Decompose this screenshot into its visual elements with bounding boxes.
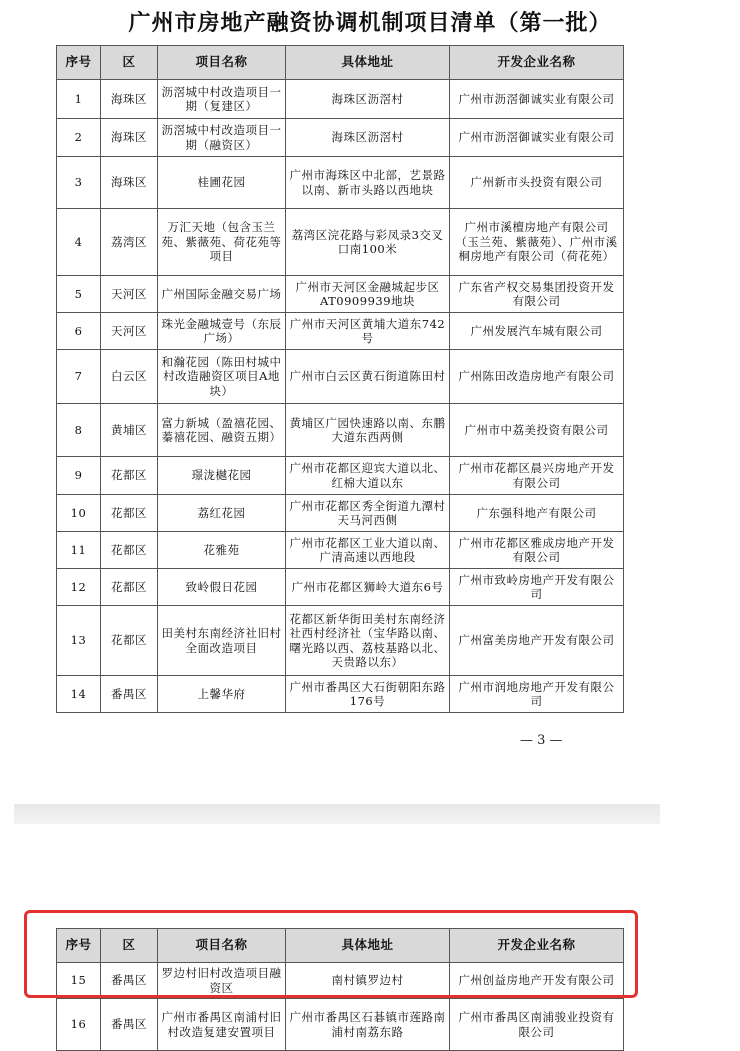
cell-developer: 广州新市头投资有限公司 (450, 157, 624, 209)
cell-project: 广州国际金融交易广场 (158, 276, 286, 313)
header-district: 区 (101, 929, 158, 963)
cell-developer: 广州市致岭房地产开发有限公司 (450, 569, 624, 606)
cell-developer: 广东省产权交易集团投资开发有限公司 (450, 276, 624, 313)
cell-district: 番禺区 (101, 963, 158, 999)
table-row (57, 606, 624, 676)
table-row (57, 999, 624, 1051)
cell-developer: 广州市润地房地产开发有限公司 (450, 676, 624, 713)
cell-developer: 广东强科地产有限公司 (450, 495, 624, 532)
cell-developer: 广州陈田改造房地产有限公司 (450, 350, 624, 404)
header-developer: 开发企业名称 (450, 929, 624, 963)
page-divider (14, 804, 660, 824)
cell-address: 荔湾区浣花路与彩凤录3交叉口南100米 (286, 209, 450, 276)
table-row (57, 495, 624, 532)
header-seq: 序号 (57, 929, 101, 963)
cell-address: 广州市花都区迎宾大道以北、红棉大道以东 (286, 457, 450, 495)
cell-project: 广州市番禺区南浦村旧村改造复建安置项目 (158, 999, 286, 1051)
cell-developer: 广州市溪檀房地产有限公司（玉兰苑、紫薇苑）、广州市溪桐房地产有限公司（荷花苑） (450, 209, 624, 276)
cell-district: 海珠区 (101, 157, 158, 209)
cell-project: 沥滘城中村改造项目一期（复建区） (158, 80, 286, 119)
cell-district: 花都区 (101, 569, 158, 606)
cell-seq: 11 (57, 532, 101, 569)
cell-seq: 10 (57, 495, 101, 532)
highlight-box (24, 910, 638, 998)
cell-seq: 12 (57, 569, 101, 606)
cell-seq: 8 (57, 404, 101, 457)
cell-developer: 广州创益房地产开发有限公司 (450, 963, 624, 999)
cell-district: 白云区 (101, 350, 158, 404)
table-row (57, 350, 624, 404)
cell-project: 上馨华府 (158, 676, 286, 713)
header-project: 项目名称 (158, 46, 286, 80)
cell-project: 万汇天地（包含玉兰苑、紫薇苑、荷花苑等项目 (158, 209, 286, 276)
cell-address: 花都区新华街田美村东南经济社西村经济社（宝华路以南、曙光路以西、荔枝基路以北、天贵路以东） (286, 606, 450, 676)
cell-project: 致岭假日花园 (158, 569, 286, 606)
cell-seq: 14 (57, 676, 101, 713)
page-number: — 3 — (520, 733, 563, 748)
cell-project: 罗边村旧村改造项目融资区 (158, 963, 286, 999)
cell-district: 花都区 (101, 495, 158, 532)
cell-seq: 7 (57, 350, 101, 404)
cell-seq: 2 (57, 119, 101, 157)
table-row (57, 119, 624, 157)
cell-district: 天河区 (101, 276, 158, 313)
cell-address: 广州市番禺区大石街朝阳东路176号 (286, 676, 450, 713)
cell-address: 广州市天河区金融城起步区AT0909939地块 (286, 276, 450, 313)
cell-seq: 1 (57, 80, 101, 119)
cell-district: 番禺区 (101, 676, 158, 713)
cell-address: 海珠区沥滘村 (286, 119, 450, 157)
table-row (57, 404, 624, 457)
cell-district: 花都区 (101, 606, 158, 676)
cell-project: 荔红花园 (158, 495, 286, 532)
cell-seq: 4 (57, 209, 101, 276)
cell-district: 天河区 (101, 313, 158, 350)
table-row (57, 209, 624, 276)
cell-address: 海珠区沥滘村 (286, 80, 450, 119)
cell-district: 花都区 (101, 532, 158, 569)
header-district: 区 (101, 46, 158, 80)
cell-seq: 5 (57, 276, 101, 313)
cell-district: 花都区 (101, 457, 158, 495)
cell-developer: 广州富美房地产开发有限公司 (450, 606, 624, 676)
cell-district: 海珠区 (101, 80, 158, 119)
cell-district: 荔湾区 (101, 209, 158, 276)
cell-developer: 广州市花都区晨兴房地产开发有限公司 (450, 457, 624, 495)
table-row (57, 532, 624, 569)
cell-address: 广州市白云区黄石街道陈田村 (286, 350, 450, 404)
page-title: 广州市房地产融资协调机制项目清单（第一批） (128, 11, 612, 36)
table-row (57, 457, 624, 495)
cell-address: 广州市花都区秀全街道九潭村天马河西侧 (286, 495, 450, 532)
cell-seq: 6 (57, 313, 101, 350)
table-row (57, 276, 624, 313)
cell-seq: 15 (57, 963, 101, 999)
cell-project: 富力新城（盈禧花园、蓁禧花园、融资五期） (158, 404, 286, 457)
cell-district: 黄埔区 (101, 404, 158, 457)
table-row (57, 313, 624, 350)
cell-seq: 3 (57, 157, 101, 209)
header-address: 具体地址 (286, 929, 450, 963)
header-seq: 序号 (57, 46, 101, 80)
cell-project: 璟泷樾花园 (158, 457, 286, 495)
cell-project: 珠光金融城壹号（东辰广场） (158, 313, 286, 350)
cell-address: 南村镇罗边村 (286, 963, 450, 999)
header-developer: 开发企业名称 (450, 46, 624, 80)
cell-developer: 广州发展汽车城有限公司 (450, 313, 624, 350)
cell-project: 田美村东南经济社旧村全面改造项目 (158, 606, 286, 676)
project-table (56, 45, 624, 713)
cell-project: 沥滘城中村改造项目一期（融资区） (158, 119, 286, 157)
header-project: 项目名称 (158, 929, 286, 963)
table-header-row (57, 46, 624, 80)
cell-address: 黄埔区广园快速路以南、东鹏大道东西两侧 (286, 404, 450, 457)
cell-district: 海珠区 (101, 119, 158, 157)
cell-developer: 广州市番禺区南浦骏业投资有限公司 (450, 999, 624, 1051)
cell-project: 和瀚花园（陈田村城中村改造融资区项目A地块） (158, 350, 286, 404)
table-row (57, 676, 624, 713)
cell-project: 桂圃花园 (158, 157, 286, 209)
cell-address: 广州市花都区工业大道以南、广清高速以西地段 (286, 532, 450, 569)
cell-seq: 16 (57, 999, 101, 1051)
cell-address: 广州市番禺区石碁镇市莲路南浦村南荔东路 (286, 999, 450, 1051)
cell-address: 广州市花都区狮岭大道东6号 (286, 569, 450, 606)
cell-developer: 广州市沥滘御诚实业有限公司 (450, 80, 624, 119)
cell-seq: 9 (57, 457, 101, 495)
cell-address: 广州市海珠区中北部，艺景路以南、新市头路以西地块 (286, 157, 450, 209)
table-row (57, 157, 624, 209)
cell-developer: 广州市花都区雅成房地产开发有限公司 (450, 532, 624, 569)
header-address: 具体地址 (286, 46, 450, 80)
cell-address: 广州市天河区黄埔大道东742号 (286, 313, 450, 350)
cell-district: 番禺区 (101, 999, 158, 1051)
cell-project: 花雅苑 (158, 532, 286, 569)
cell-seq: 13 (57, 606, 101, 676)
table-row (57, 80, 624, 119)
table-row (57, 569, 624, 606)
cell-developer: 广州市沥滘御诚实业有限公司 (450, 119, 624, 157)
cell-developer: 广州市中荔美投资有限公司 (450, 404, 624, 457)
